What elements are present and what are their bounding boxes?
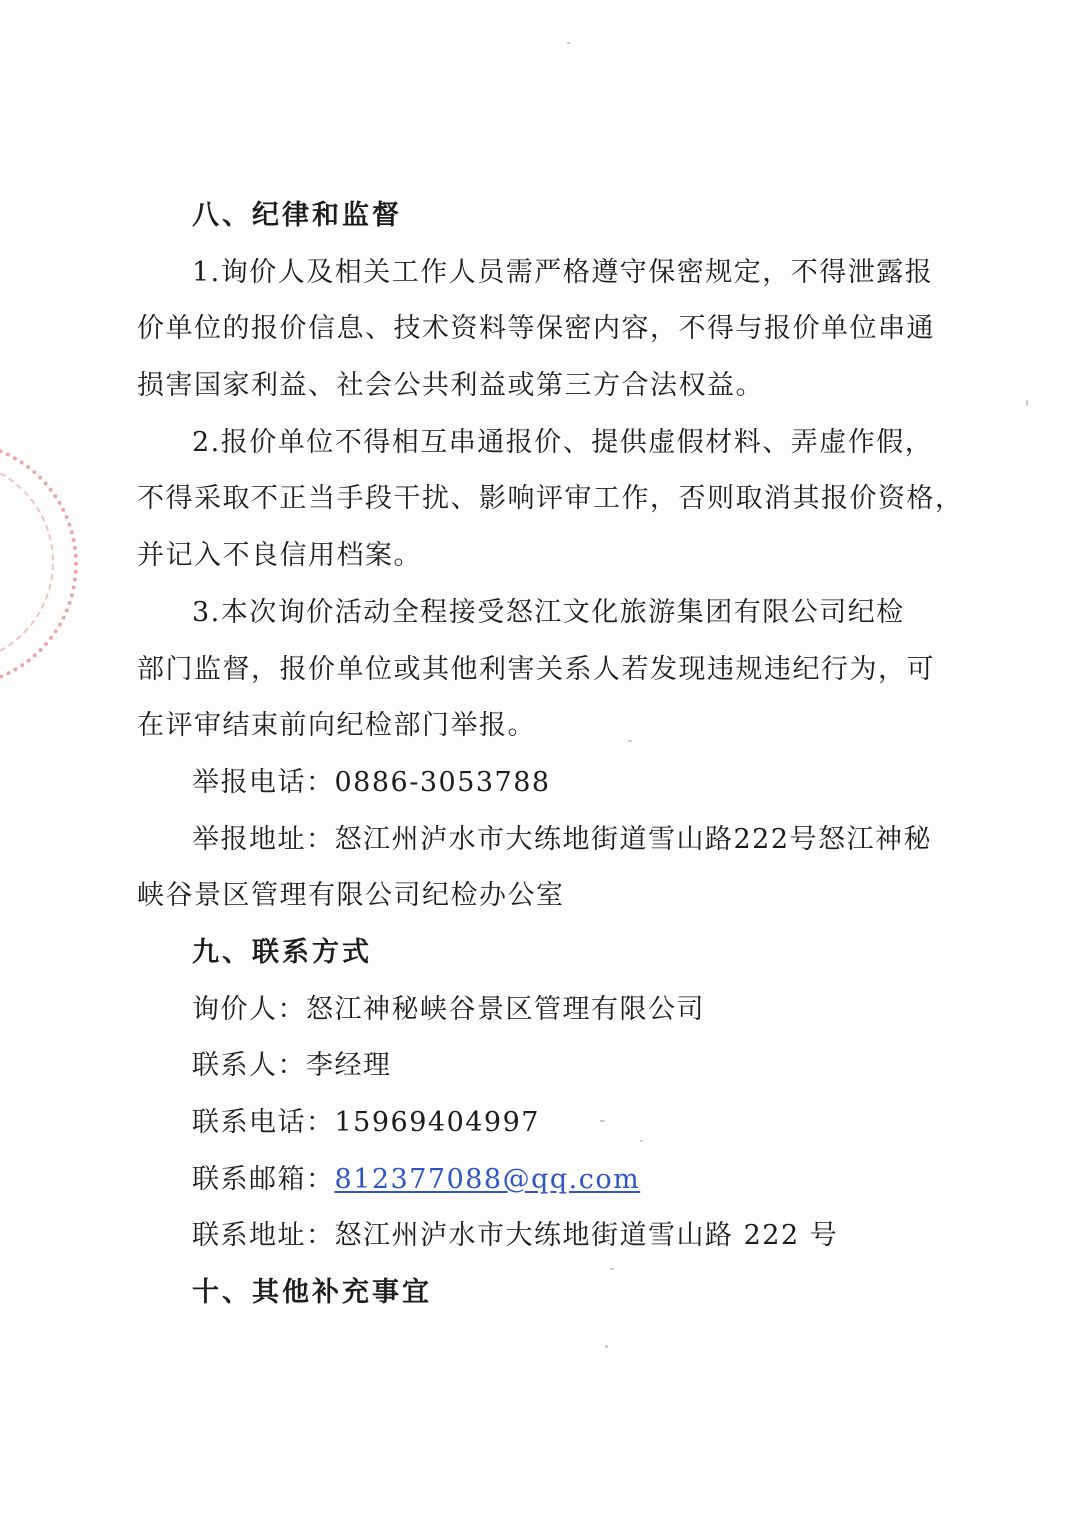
scan-speck [1026, 400, 1028, 406]
section-8-heading: 八、纪律和监督 [192, 200, 402, 231]
paragraph-line: 3.本次询价活动全程接受怒江文化旅游集团有限公司纪检 [192, 596, 905, 628]
contact-email-label: 联系邮箱： [192, 1163, 335, 1195]
paragraph-line: 不得采取不正当手段干扰、影响评审工作，否则取消其报价资格， [137, 483, 964, 515]
paragraph-line: 损害国家利益、社会公共利益或第三方合法权益。 [137, 370, 764, 402]
inquirer-line: 询价人：怒江神秘峡谷景区管理有限公司 [192, 993, 705, 1025]
paragraph-line: 2.报价单位不得相互串通报价、提供虚假材料、弄虚作假， [192, 426, 934, 458]
section-8-paragraph-3 [137, 585, 937, 755]
section-8-paragraph-2 [137, 415, 964, 585]
section-10-heading: 十、其他补充事宜 [192, 1277, 432, 1309]
contact-person-line: 联系人：李经理 [192, 1050, 392, 1082]
report-address-line: 峡谷景区管理有限公司纪检办公室 [137, 880, 565, 912]
contact-address-line: 联系地址：怒江州泸水市大练地街道雪山路 222 号 [192, 1220, 839, 1252]
paragraph-line: 在评审结束前向纪检部门举报。 [137, 710, 536, 742]
contact-email-link[interactable]: 812377088@qq.com [334, 1163, 641, 1195]
document-body [137, 188, 964, 1322]
paragraph-line: 并记入不良信用档案。 [137, 540, 422, 572]
scan-speck [605, 1345, 608, 1348]
section-9-heading: 九、联系方式 [192, 936, 372, 968]
scan-speck [567, 42, 570, 44]
paragraph-line: 价单位的报价信息、技术资料等保密内容，不得与报价单位串通 [137, 313, 935, 345]
section-8-paragraph-1 [137, 245, 937, 415]
report-address-line: 举报地址：怒江州泸水市大练地街道雪山路222号怒江神秘 [192, 823, 933, 855]
paragraph-line: 部门监督，报价单位或其他利害关系人若发现违规违纪行为，可 [137, 653, 935, 685]
contact-phone-line: 联系电话：15969404997 [192, 1107, 540, 1138]
contact-email-line [137, 1152, 937, 1209]
report-phone: 举报电话：0886-3053788 [192, 766, 551, 798]
report-address [137, 812, 937, 925]
paragraph-line: 1.询价人及相关工作人员需严格遵守保密规定，不得泄露报 [192, 256, 934, 288]
